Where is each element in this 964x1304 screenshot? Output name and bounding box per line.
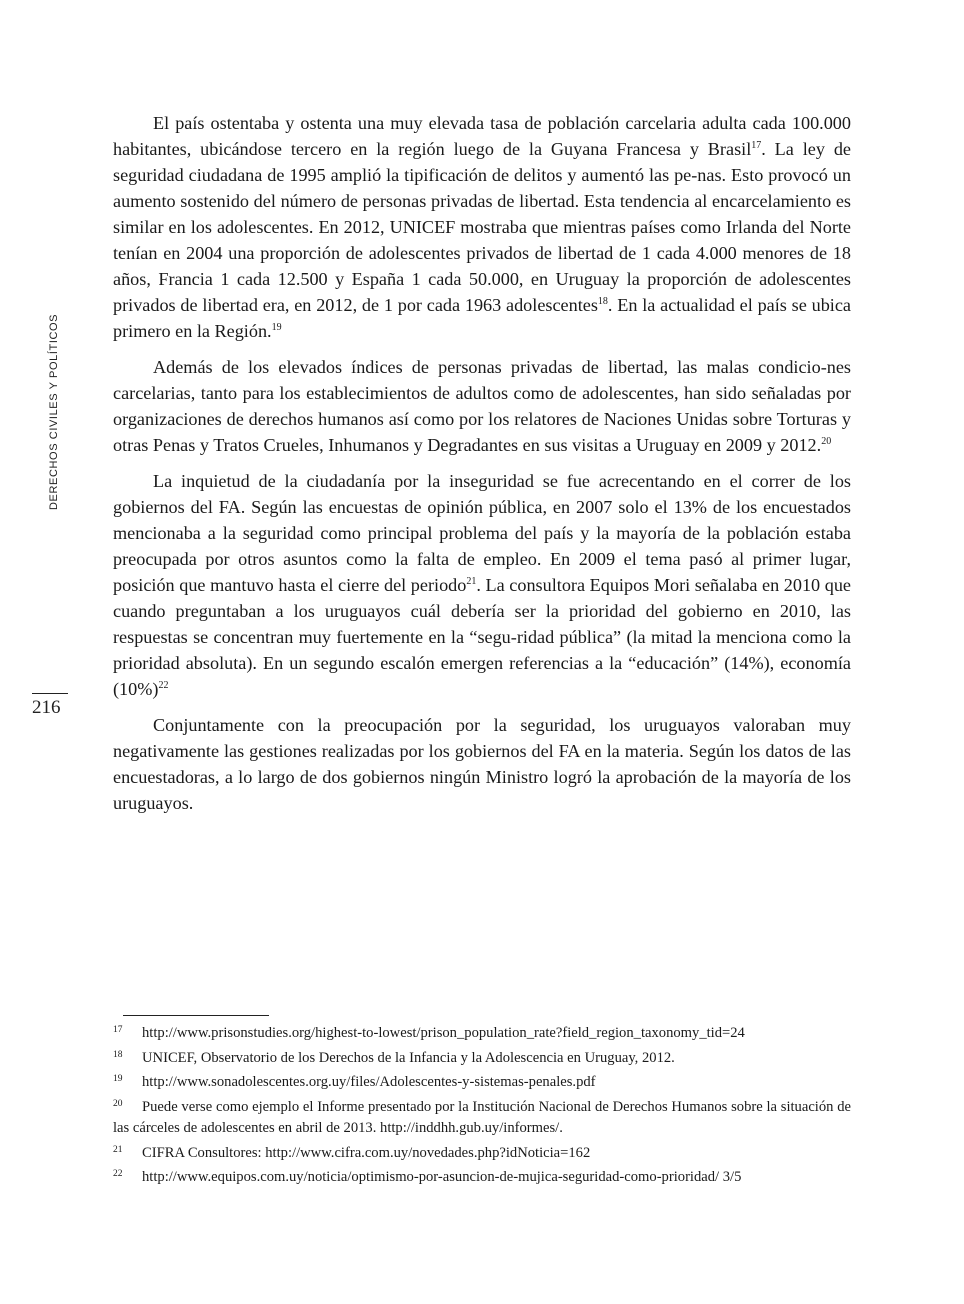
footnote-ref-22: 22 xyxy=(158,679,169,691)
paragraph-3 xyxy=(113,468,851,702)
paragraph-4-text-a: Conjuntamente con la preocupación por la seguridad, los uruguayos valoraban muy negativamente las gestiones realizadas por los gobiernos del FA en la materia. Según los datos de las encuestadoras, a lo largo de dos gobiernos ningún Ministro logró la aprobación de la mayoría de los uruguayos. xyxy=(113,715,851,813)
footnote-item xyxy=(113,1094,851,1140)
paragraph-1-text-c: . En la actualidad el país se ubica primero en la Región. xyxy=(113,295,851,341)
footnote-text: http://www.prisonstudies.org/highest-to-lowest/prison_population_rate?field_region_taxonomy_tid=24 xyxy=(142,1025,745,1041)
footnote-ref-21: 21 xyxy=(466,575,477,587)
footnote-number: 19 xyxy=(113,1074,123,1084)
footnote-ref-17: 17 xyxy=(751,139,762,151)
paragraph-1-text-b: . La ley de seguridad ciudadana de 1995 amplió la tipificación de delitos y aumentó las pe-nas. Esto provocó un aumento sostenido del número de personas privadas de libertad. Esta tendencia al encarcelamiento es similar en los adolescentes. En 2012, UNICEF mostraba que mientras países como Irlanda del Norte tenían en 2004 una proporción de adolescentes privados de libertad de 1 cada 4.000 menores de 18 años, Francia 1 cada 12.500 y España 1 cada 50.000, en Uruguay la proporción de adolescentes privados de libertad era, en 2012, de 1 por cada 1963 adolescentes xyxy=(113,139,851,315)
footnote-item xyxy=(113,1045,851,1070)
footnote-text: http://www.sonadolescentes.org.uy/files/Adolescentes-y-sistemas-penales.pdf xyxy=(142,1074,596,1090)
main-text xyxy=(113,110,851,826)
footnotes xyxy=(113,1020,851,1189)
footnote-text: http://www.equipos.com.uy/noticia/optimismo-por-asuncion-de-mujica-seguridad-como-prioridad/ 3/5 xyxy=(142,1169,742,1185)
paragraph-2-text-a: Además de los elevados índices de personas privadas de libertad, las malas condicio-nes carcelarias, tanto para los establecimientos de adultos como de adolescentes, han sido señaladas por organizaciones de derechos humanos así como por los relatores de Naciones Unidas sobre Torturas y otras Penas y Tratos Crueles, Inhumanos y Degradantes en sus visitas a Uruguay en 2009 y 2012. xyxy=(113,357,851,455)
footnote-number: 20 xyxy=(113,1098,123,1109)
footnote-item xyxy=(113,1140,851,1165)
footnote-text: Puede verse como ejemplo el Informe presentado por la Institución Nacional de Derechos Humanos sobre la situación de las cárceles de adolescentes en abril de 2013. http://inddhh.gub.uy/informes/. xyxy=(113,1098,851,1136)
footnote-item xyxy=(113,1069,851,1094)
footnote-ref-20: 20 xyxy=(821,435,832,447)
paragraph-4 xyxy=(113,712,851,816)
footnote-text: CIFRA Consultores: http://www.cifra.com.uy/novedades.php?idNoticia=162 xyxy=(142,1144,591,1161)
page-number: 216 xyxy=(32,697,61,718)
paragraph-1-text-a: El país ostentaba y ostenta una muy elevada tasa de población carcelaria adulta cada 100.000 habitantes, ubicándose tercero en la región luego de la Guyana Francesa y Brasil xyxy=(113,113,851,159)
paragraph-2 xyxy=(113,354,851,458)
footnote-ref-19: 19 xyxy=(271,321,282,333)
page-number-rule xyxy=(32,693,68,694)
paragraph-1 xyxy=(113,110,851,344)
footnote-number: 22 xyxy=(113,1169,123,1179)
running-side-title: DERECHOS CIVILES Y POLÍTICOS xyxy=(48,313,60,510)
paragraph-3-text-a: La inquietud de la ciudadanía por la inseguridad se fue acrecentando en el correr de los gobiernos del FA. Según las encuestas de opinión pública, en 2007 solo el 13% de los encuestados mencionaba a la seguridad como principal problema del país y la mayoría de la población estaba preocupada por otros asuntos como la falta de empleo. En 2009 el tema pasó al primer lugar, posición que mantuvo hasta el cierre del periodo xyxy=(113,471,851,595)
footnote-item xyxy=(113,1020,851,1045)
footnote-separator xyxy=(123,1015,269,1016)
footnote-number: 18 xyxy=(113,1049,123,1060)
footnote-number: 21 xyxy=(113,1144,123,1155)
footnote-ref-18: 18 xyxy=(597,295,608,307)
footnote-text: UNICEF, Observatorio de los Derechos de la Infancia y la Adolescencia en Uruguay, 2012. xyxy=(142,1049,675,1066)
footnote-number: 17 xyxy=(113,1025,123,1035)
footnote-item xyxy=(113,1164,851,1189)
paragraph-3-text-b: . La consultora Equipos Mori señalaba en 2010 que cuando preguntaban a los uruguayos cuál debería ser la prioridad del gobierno en 2010, las respuestas se concentran muy fuertemente en la “segu-ridad pública” (la mitad la menciona como la prioridad absoluta). En un segundo escalón emergen referencias a la “educación” (14%), economía (10%) xyxy=(113,575,851,699)
